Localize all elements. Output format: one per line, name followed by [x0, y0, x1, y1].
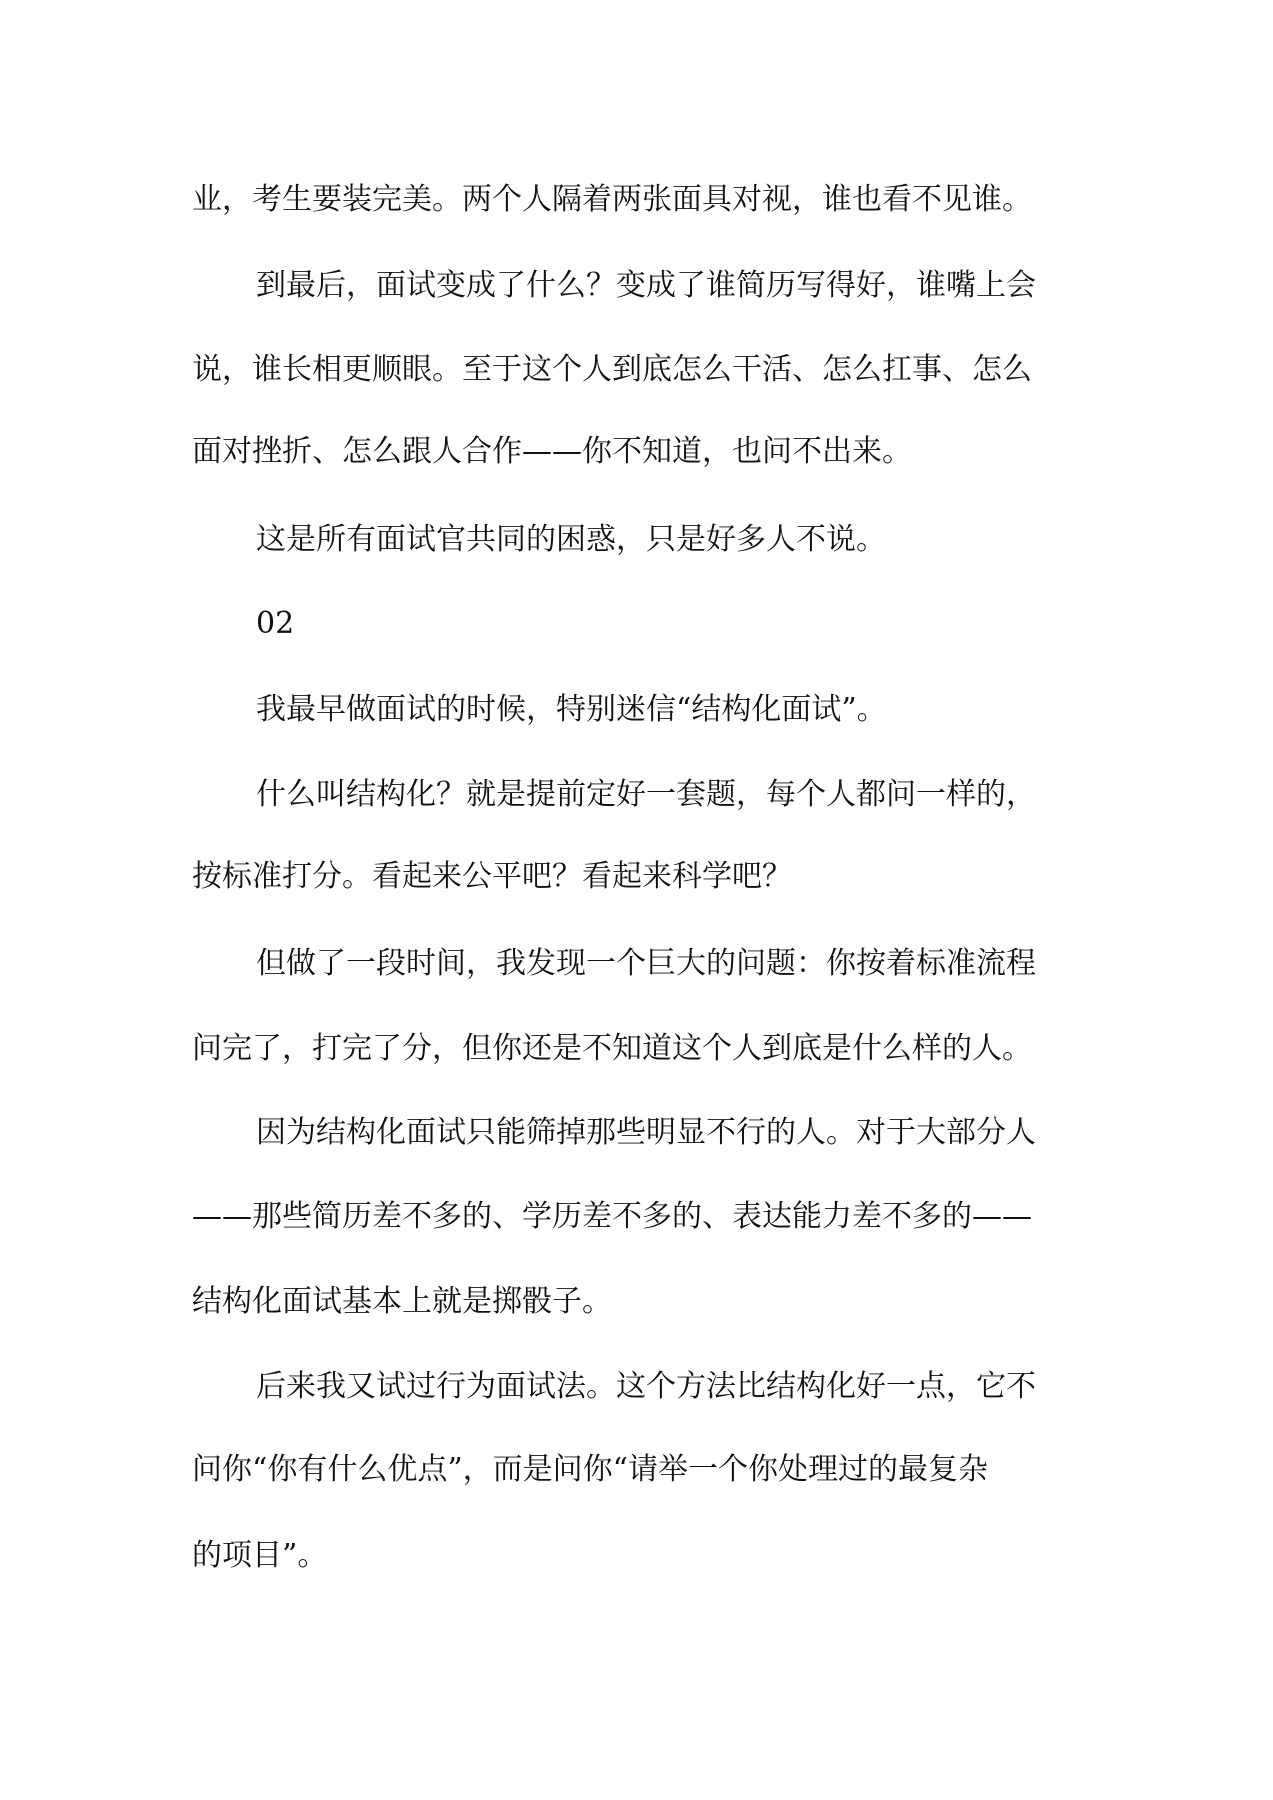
text-line: 问你“你有什么优点”，而是问你“请举一个你处理过的最复杂	[192, 1452, 989, 1487]
text-line: 什么叫结构化？就是提前定好一套题，每个人都问一样的，	[256, 777, 1036, 812]
text-line: 这是所有面试官共同的困惑，只是好多人不说。	[256, 522, 886, 557]
text-line: 但做了一段时间，我发现一个巨大的问题：你按着标准流程	[256, 946, 1036, 981]
text-line: 的项目”。	[192, 1538, 328, 1573]
text-line: 结构化面试基本上就是掷骰子。	[192, 1284, 612, 1319]
text-line: 问完了，打完了分，但你还是不知道这个人到底是什么样的人。	[192, 1031, 1032, 1066]
text-line: ——那些简历差不多的、学历差不多的、表达能力差不多的——	[192, 1199, 1032, 1234]
text-line: 因为结构化面试只能筛掉那些明显不行的人。对于大部分人	[256, 1115, 1036, 1150]
text-line: 业，考生要装完美。两个人隔着两张面具对视，谁也看不见谁。	[192, 182, 1032, 217]
section-number: 02	[256, 606, 295, 641]
text-line: 说，谁长相更顺眼。至于这个人到底怎么干活、怎么扛事、怎么	[192, 352, 1032, 387]
text-line: 我最早做面试的时候，特别迷信“结构化面试”。	[256, 692, 887, 727]
text-line: 按标准打分。看起来公平吧？看起来科学吧？	[192, 859, 792, 894]
text-line: 到最后，面试变成了什么？变成了谁简历写得好，谁嘴上会	[256, 268, 1036, 303]
text-line: 后来我又试过行为面试法。这个方法比结构化好一点，它不	[256, 1369, 1036, 1404]
text-line: 面对挫折、怎么跟人合作——你不知道，也问不出来。	[192, 434, 912, 469]
